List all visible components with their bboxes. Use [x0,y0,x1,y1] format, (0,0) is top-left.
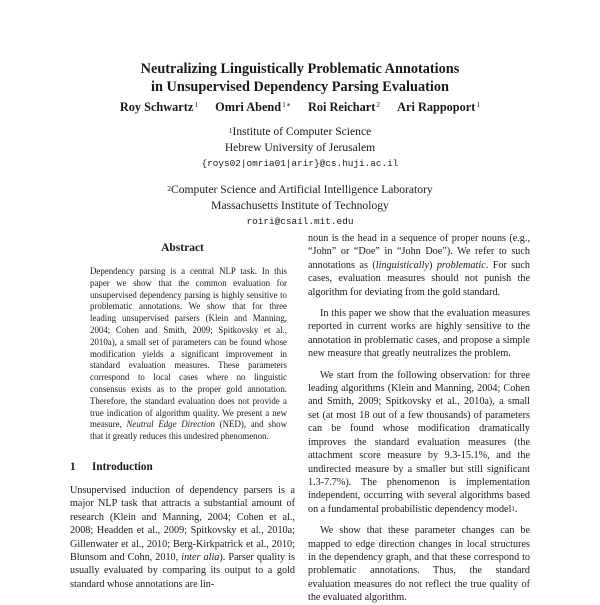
section-heading-introduction [70,461,295,473]
title-line-2: in Unsupervised Dependency Parsing Evaluation [151,79,449,95]
paper-title [0,60,600,96]
author: Omri Abend$^{1∗}$ [215,100,291,114]
affiliation-2: $^2$Computer Science and Artificial Intelligence Laboratory Massachusetts Institute of Technology roiri@csail.mit.edu [0,182,600,230]
affiliation-1: $^1$Institute of Computer Science Hebrew University of Jerusalem {roys02|omria01|arir}@cs.huji.ac.il [0,124,600,172]
author: Roi Reichart$^2$ [308,100,381,114]
section-number: 1 [70,460,76,473]
affiliation-2-email: roiri@csail.mit.edu [246,216,354,227]
left-column [70,232,295,591]
author-list [0,99,600,115]
author: Ari Rappoport$^1$ [397,100,481,114]
footnote-marker[interactable]: 1 [511,504,515,513]
paragraph-contribution: In this paper we show that the evaluation measures reported in current works are highly sensitive to the annotation in problematic cases, and propose a simple new measure that greatly neutralizes the problem. [308,308,530,360]
affiliation-1-name: Institute of Computer Science [232,125,372,138]
abstract-body: Dependency parsing is a central NLP task. In this paper we show that the common evaluation for unsupervised dependency parsing is highly sensitive to problematic annotations. We show that for three leading unsupervised parsers (Klein and Manning, 2004; Cohen and Smith, 2009; Spitkovsky et al., 2010a), a small set of parameters can be found whose modification yields a significant improvement in standard evaluation measures. These parameters correspond to local cases where no linguistic consensus exists as to the proper gold annotation. Therefore, the standard evaluation does not provide a true indication of algorithm quality. We present a new measure, Neutral Edge Direction (NED), and show that it greatly reduces this undesired phenomenon. [90,266,287,442]
affiliation-1-email: {roys02|omria01|arir}@cs.huji.ac.il [201,158,399,169]
paragraph-observation: We start from the following observation: for three leading algorithms (Klein and Manning, 2004; Cohen and Smith, 2009; Spitkovsky et al., 2010a), a small set (at most 18 out of a few thousands) of parameters can be found whose modification dramatically improves the standard evaluation measures (the attachment score measure by 9.3-15.1%, and the undirected measure by a smaller but still significant 1.3-7.7%). The phenomenon is implementation independent, occurring with several algorithms based on a fundamental probabilistic dependency model$^1$. [308,369,530,515]
affiliation-2-university: Massachusetts Institute of Technology [211,199,389,212]
abstract-heading: Abstract [161,242,204,254]
affiliation-1-university: Hebrew University of Jerusalem [224,141,376,154]
author: Roy Schwartz$^1$ [119,100,199,114]
paragraph-edge-direction: We show that these parameter changes can be mapped to edge direction changes in local structures in the dependency graph, and that these correspond to problematic annotations. Thus, the standard evaluation measures do not reflect the true quality of the evaluated algorithm. [308,525,530,604]
paragraph-problematic: noun is the head in a sequence of proper nouns (e.g., “John” or “Doe” in “John Doe”). We refer to such annotations as (linguistically) problematic. For such cases, evaluation measures should not punish the algorithm for deviating from the gold standard. [308,233,530,298]
affiliation-2-name: Computer Science and Artificial Intelligence Laboratory [171,183,433,196]
intro-paragraph: Unsupervised induction of dependency parsers is a major NLP task that attracts a substantial amount of research (Klein and Manning, 2004; Cohen et al., 2008; Headden et al., 2009; Spitkovsky et al., 2010a; Gillenwater et al., 2010; Berg-Kirkpatrick et al., 2010; Blunsom and Cohn, 2010, inter alia). Parser quality is usually evaluated by comparing its output to a gold standard whose annotations are lin- [70,484,295,590]
right-column [308,232,530,605]
title-line-1: Neutralizing Linguistically Problematic Annotations [140,61,460,77]
section-title: Introduction [92,460,153,473]
